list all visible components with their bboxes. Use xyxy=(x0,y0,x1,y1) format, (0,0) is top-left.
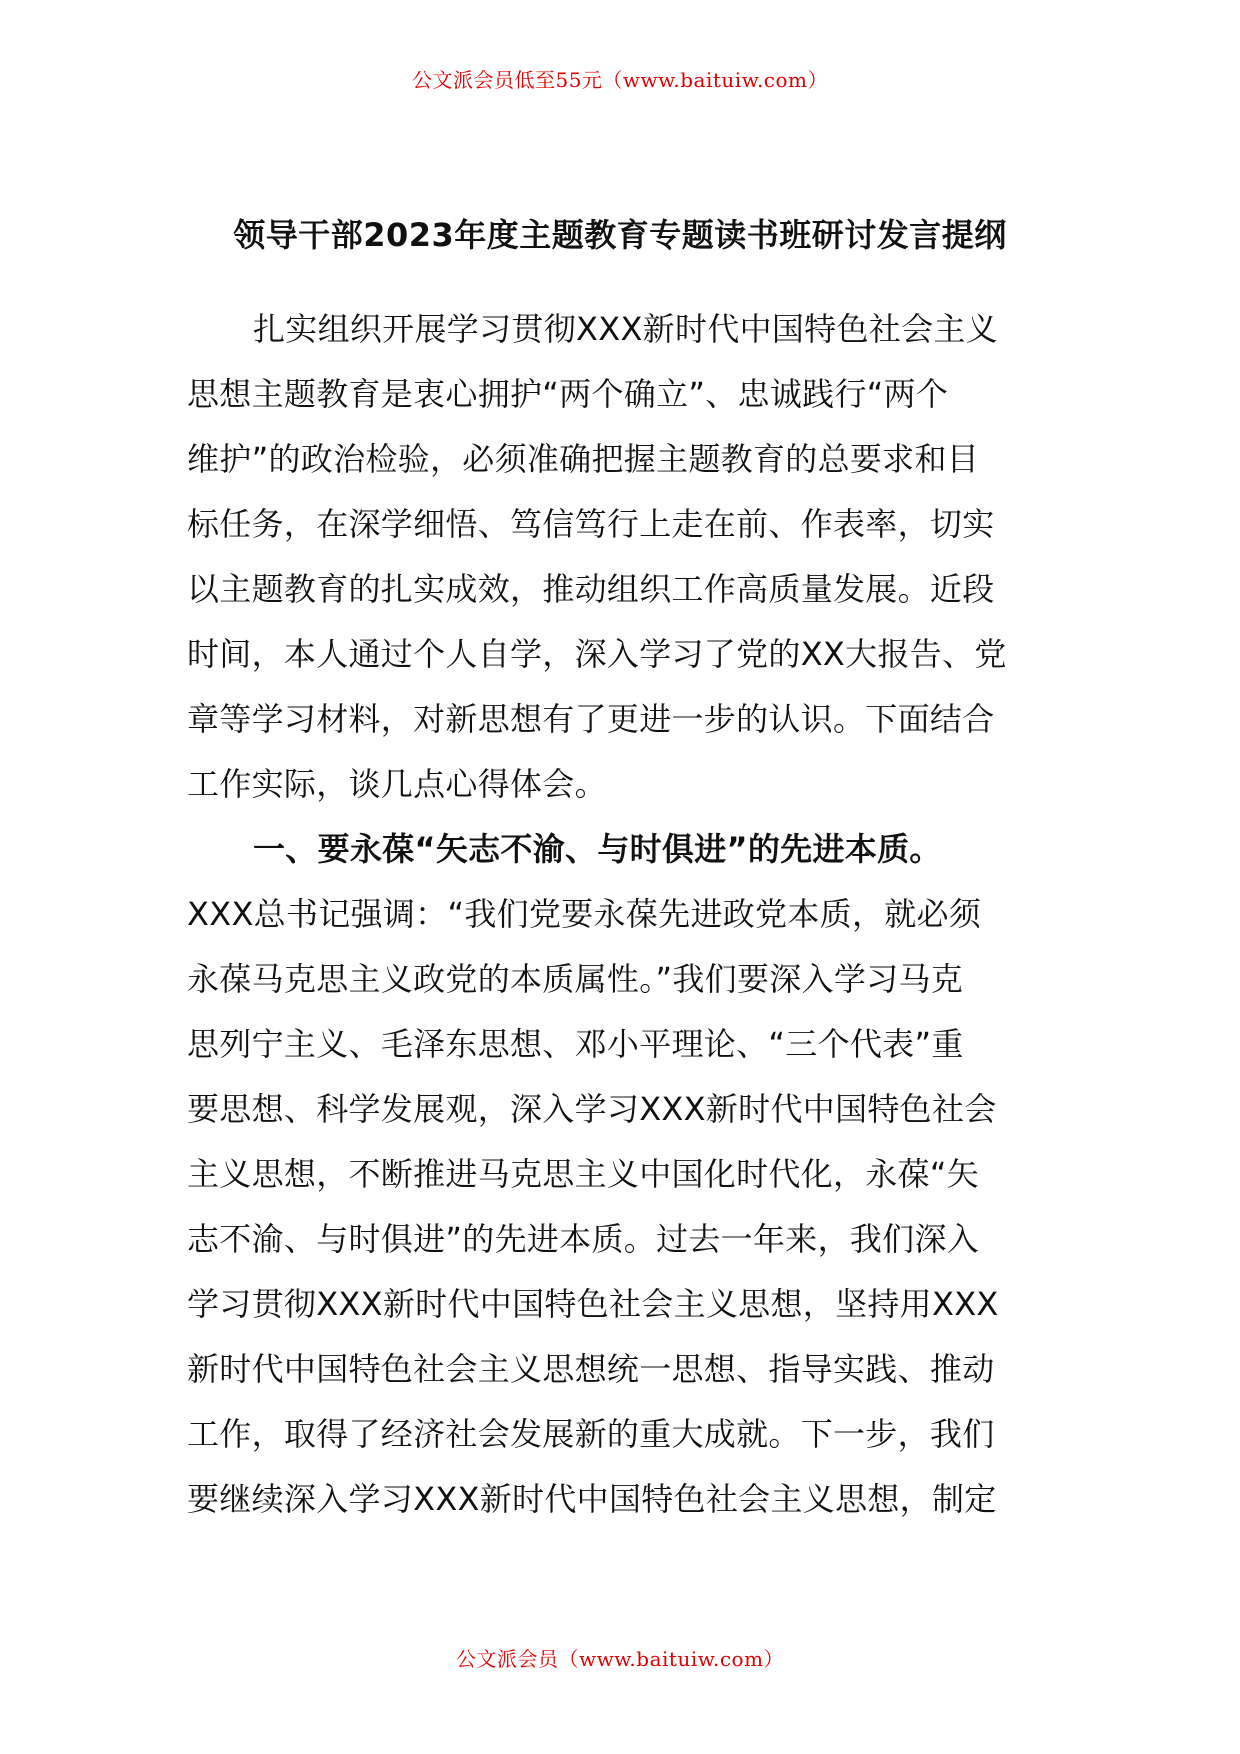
document-title: 领导干部2023年度主题教育专题读书班研讨发言提纲 xyxy=(233,216,1007,254)
body-line: 维护”的政治检验，必须准确把握主题教育的总要求和目 xyxy=(187,440,980,478)
body-line: 章等学习材料，对新思想有了更进一步的认识。下面结合 xyxy=(187,700,995,738)
body-line: 以主题教育的扎实成效，推动组织工作高质量发展。近段 xyxy=(187,570,995,608)
body-line: 工作实际，谈几点心得体会。 xyxy=(187,765,607,803)
body-line: 扎实组织开展学习贯彻XXX新时代中国特色社会主义 xyxy=(253,310,998,348)
body-line: 要继续深入学习XXX新时代中国特色社会主义思想，制定 xyxy=(187,1480,997,1518)
body-line: 主义思想，不断推进马克思主义中国化时代化，永葆“矢 xyxy=(187,1155,980,1193)
header-watermark-link[interactable]: 公文派会员低至55元（www.baituiw.com） xyxy=(411,68,829,92)
document-body xyxy=(187,297,1067,1532)
body-line: 永葆马克思主义政党的本质属性。”我们要深入学习马克 xyxy=(187,960,964,998)
body-line: 思想主题教育是衷心拥护“两个确立”、忠诚践行“两个 xyxy=(187,375,949,413)
body-line: 学习贯彻XXX新时代中国特色社会主义思想，坚持用XXX xyxy=(187,1285,999,1323)
body-line: 思列宁主义、毛泽东思想、邓小平理论、“三个代表”重 xyxy=(187,1025,964,1063)
body-line: XXX总书记强调：“我们党要永葆先进政党本质，就必须 xyxy=(187,895,982,933)
body-line: 标任务，在深学细悟、笃信笃行上走在前、作表率，切实 xyxy=(187,505,995,543)
body-line: 要思想、科学发展观，深入学习XXX新时代中国特色社会 xyxy=(187,1090,997,1128)
body-line: 时间，本人通过个人自学，深入学习了党的XX大报告、党 xyxy=(187,635,1007,673)
body-line: 志不渝、与时俱进”的先进本质。过去一年来，我们深入 xyxy=(187,1220,980,1258)
body-line: 工作，取得了经济社会发展新的重大成就。下一步，我们 xyxy=(187,1415,995,1453)
body-line: 新时代中国特色社会主义思想统一思想、指导实践、推动 xyxy=(187,1350,995,1388)
section-heading: 一、要永葆“矢志不渝、与时俱进”的先进本质。 xyxy=(253,830,942,868)
footer-watermark-link[interactable]: 公文派会员（www.baituiw.com） xyxy=(455,1647,785,1671)
